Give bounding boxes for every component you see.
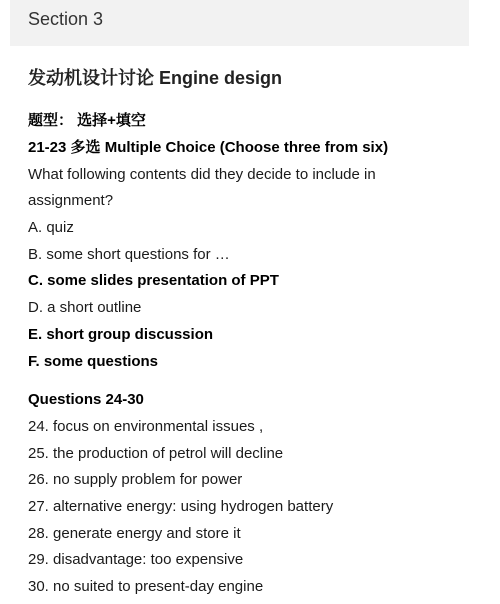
part1-header: 21-23 多选 Multiple Choice (Choose three from six) (28, 139, 389, 156)
section-header-bar (10, 0, 469, 46)
page-title: 发动机设计讨论 Engine design (28, 68, 283, 88)
part2-header: Questions 24-30 (28, 391, 144, 408)
question-type-label: 题型： 选择+填空 (28, 112, 146, 129)
item-28: 28. generate energy and store it (28, 525, 241, 542)
option-d: D. a short outline (28, 299, 142, 316)
option-c: C. some slides presentation of PPT (28, 272, 279, 289)
part1-question-line-1: What following contents did they decide to include in (28, 166, 376, 183)
option-e: E. short group discussion (28, 326, 214, 343)
item-26: 26. no supply problem for power (28, 471, 243, 488)
part1-question-line-2: assignment? (28, 192, 114, 209)
option-b: B. some short questions for … (28, 246, 230, 263)
item-29: 29. disadvantage: too expensive (28, 551, 244, 568)
section-label: Section 3 (28, 9, 104, 29)
option-f: F. some questions (28, 353, 159, 370)
item-24: 24. focus on environmental issues , (28, 418, 264, 435)
item-27: 27. alternative energy: using hydrogen battery (28, 498, 334, 515)
item-30: 30. no suited to present-day engine (28, 578, 264, 595)
item-25: 25. the production of petrol will decline (28, 445, 284, 462)
option-a: A. quiz (28, 219, 74, 236)
